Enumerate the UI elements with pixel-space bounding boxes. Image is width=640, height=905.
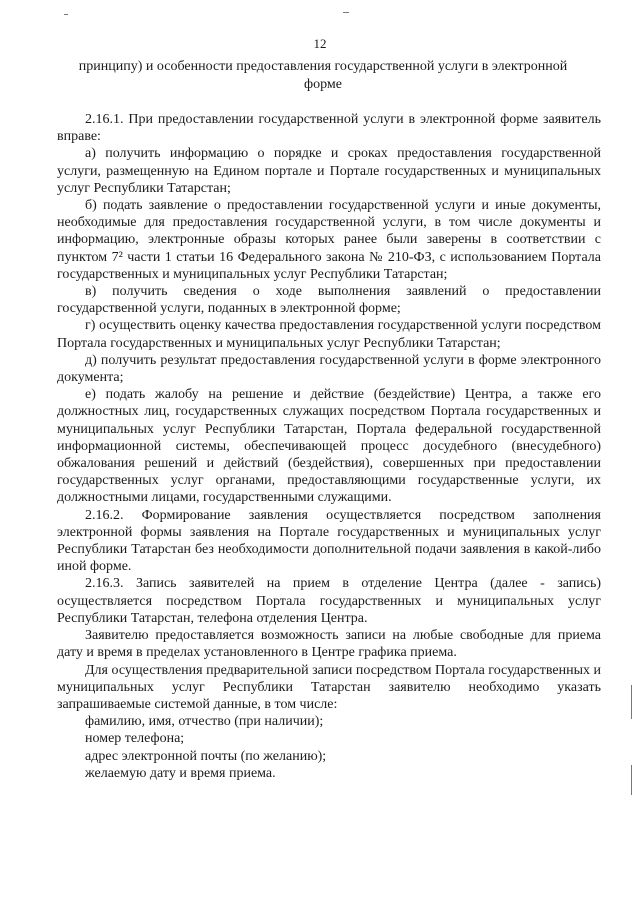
scan-artifact (631, 765, 632, 795)
list-item: желаемую дату и время приема. (85, 765, 276, 781)
paragraph-required-data: Для осуществления предварительной записи посредством Портала государственных и муниципальных услуг Республики Татарстан заявителю необходимо указать запрашиваемые системой данные, в том числе: (57, 662, 601, 712)
list-item: адрес электронной почты (по желанию); (85, 748, 327, 764)
paragraph-2-16-1: 2.16.1. При предоставлении государственной услуги в электронной форме заявитель вправе: (57, 112, 601, 145)
scan-artifact (343, 12, 349, 13)
page-number: 12 (313, 36, 327, 51)
paragraph-item-e: е) подать жалобу на решение и действие (бездействие) Центра, а также его должностных лиц, государственных служащих посредством Портала государственных и муниципальных услуг Республики Татарстан, Портала федеральной государственной информационной системы, обеспечивающей процесс досудебного (внесудебного) обжалования решений и действий (бездействия), совершенных при предоставлении государственных услуг органами, предоставляющими государственные услуги, их должностными лицами, государственными служащими. (57, 387, 601, 506)
paragraph-item-v: в) получить сведения о ходе выполнения заявлений о предоставлении государственной услуги, поданных в электронной форме; (57, 284, 601, 317)
paragraph-item-d: д) получить результат предоставления государственной услуги в форме электронного документа; (57, 352, 601, 386)
paragraph-item-g: г) осуществить оценку качества предоставления государственной услуги посредством Портала государственных и муниципальных услуг Республики Татарстан; (57, 318, 601, 351)
scan-artifact (64, 14, 68, 15)
paragraph-2-16-3: 2.16.3. Запись заявителей на прием в отделение Центра (далее - запись) осуществляется посредством Портала государственных и муниципальных услуг Республики Татарстан, телефона отделения Центра. (57, 576, 601, 626)
paragraph-item-a: а) получить информацию о порядке и сроках предоставления государственной услуги, размещенную на Едином портале и Портале государственных и муниципальных услуг Республики Татарстан; (57, 146, 601, 196)
section-heading: принципу) и особенности предоставления государственной услуги в электронной форме (78, 59, 568, 92)
list-item: номер телефона; (85, 731, 185, 747)
document-body (57, 111, 601, 782)
paragraph-2-16-2: 2.16.2. Формирование заявления осуществляется посредством заполнения электронной формы заявления на Портале государственных и муниципальных услуг Республики Татарстан без необходимости дополнительной подачи заявления в какой-либо иной форме. (57, 507, 601, 575)
paragraph-appointment: Заявителю предоставляется возможность записи на любые свободные для приема дату и время в пределах установленного в Центре графика приема. (57, 628, 601, 661)
paragraph-item-b: б) подать заявление о предоставлении государственной услуги и иные документы, необходимые для предоставления государственной услуги, в том числе документы и информацию, электронные образы которых ранее были заверены в соответствии с пунктом 7² части 1 статьи 16 Федерального закона № 210-ФЗ, с использованием Портала государственных и муниципальных услуг Республики Татарстан; (57, 198, 601, 282)
list-item: фамилию, имя, отчество (при наличии); (85, 714, 324, 730)
scan-artifact (631, 685, 632, 719)
